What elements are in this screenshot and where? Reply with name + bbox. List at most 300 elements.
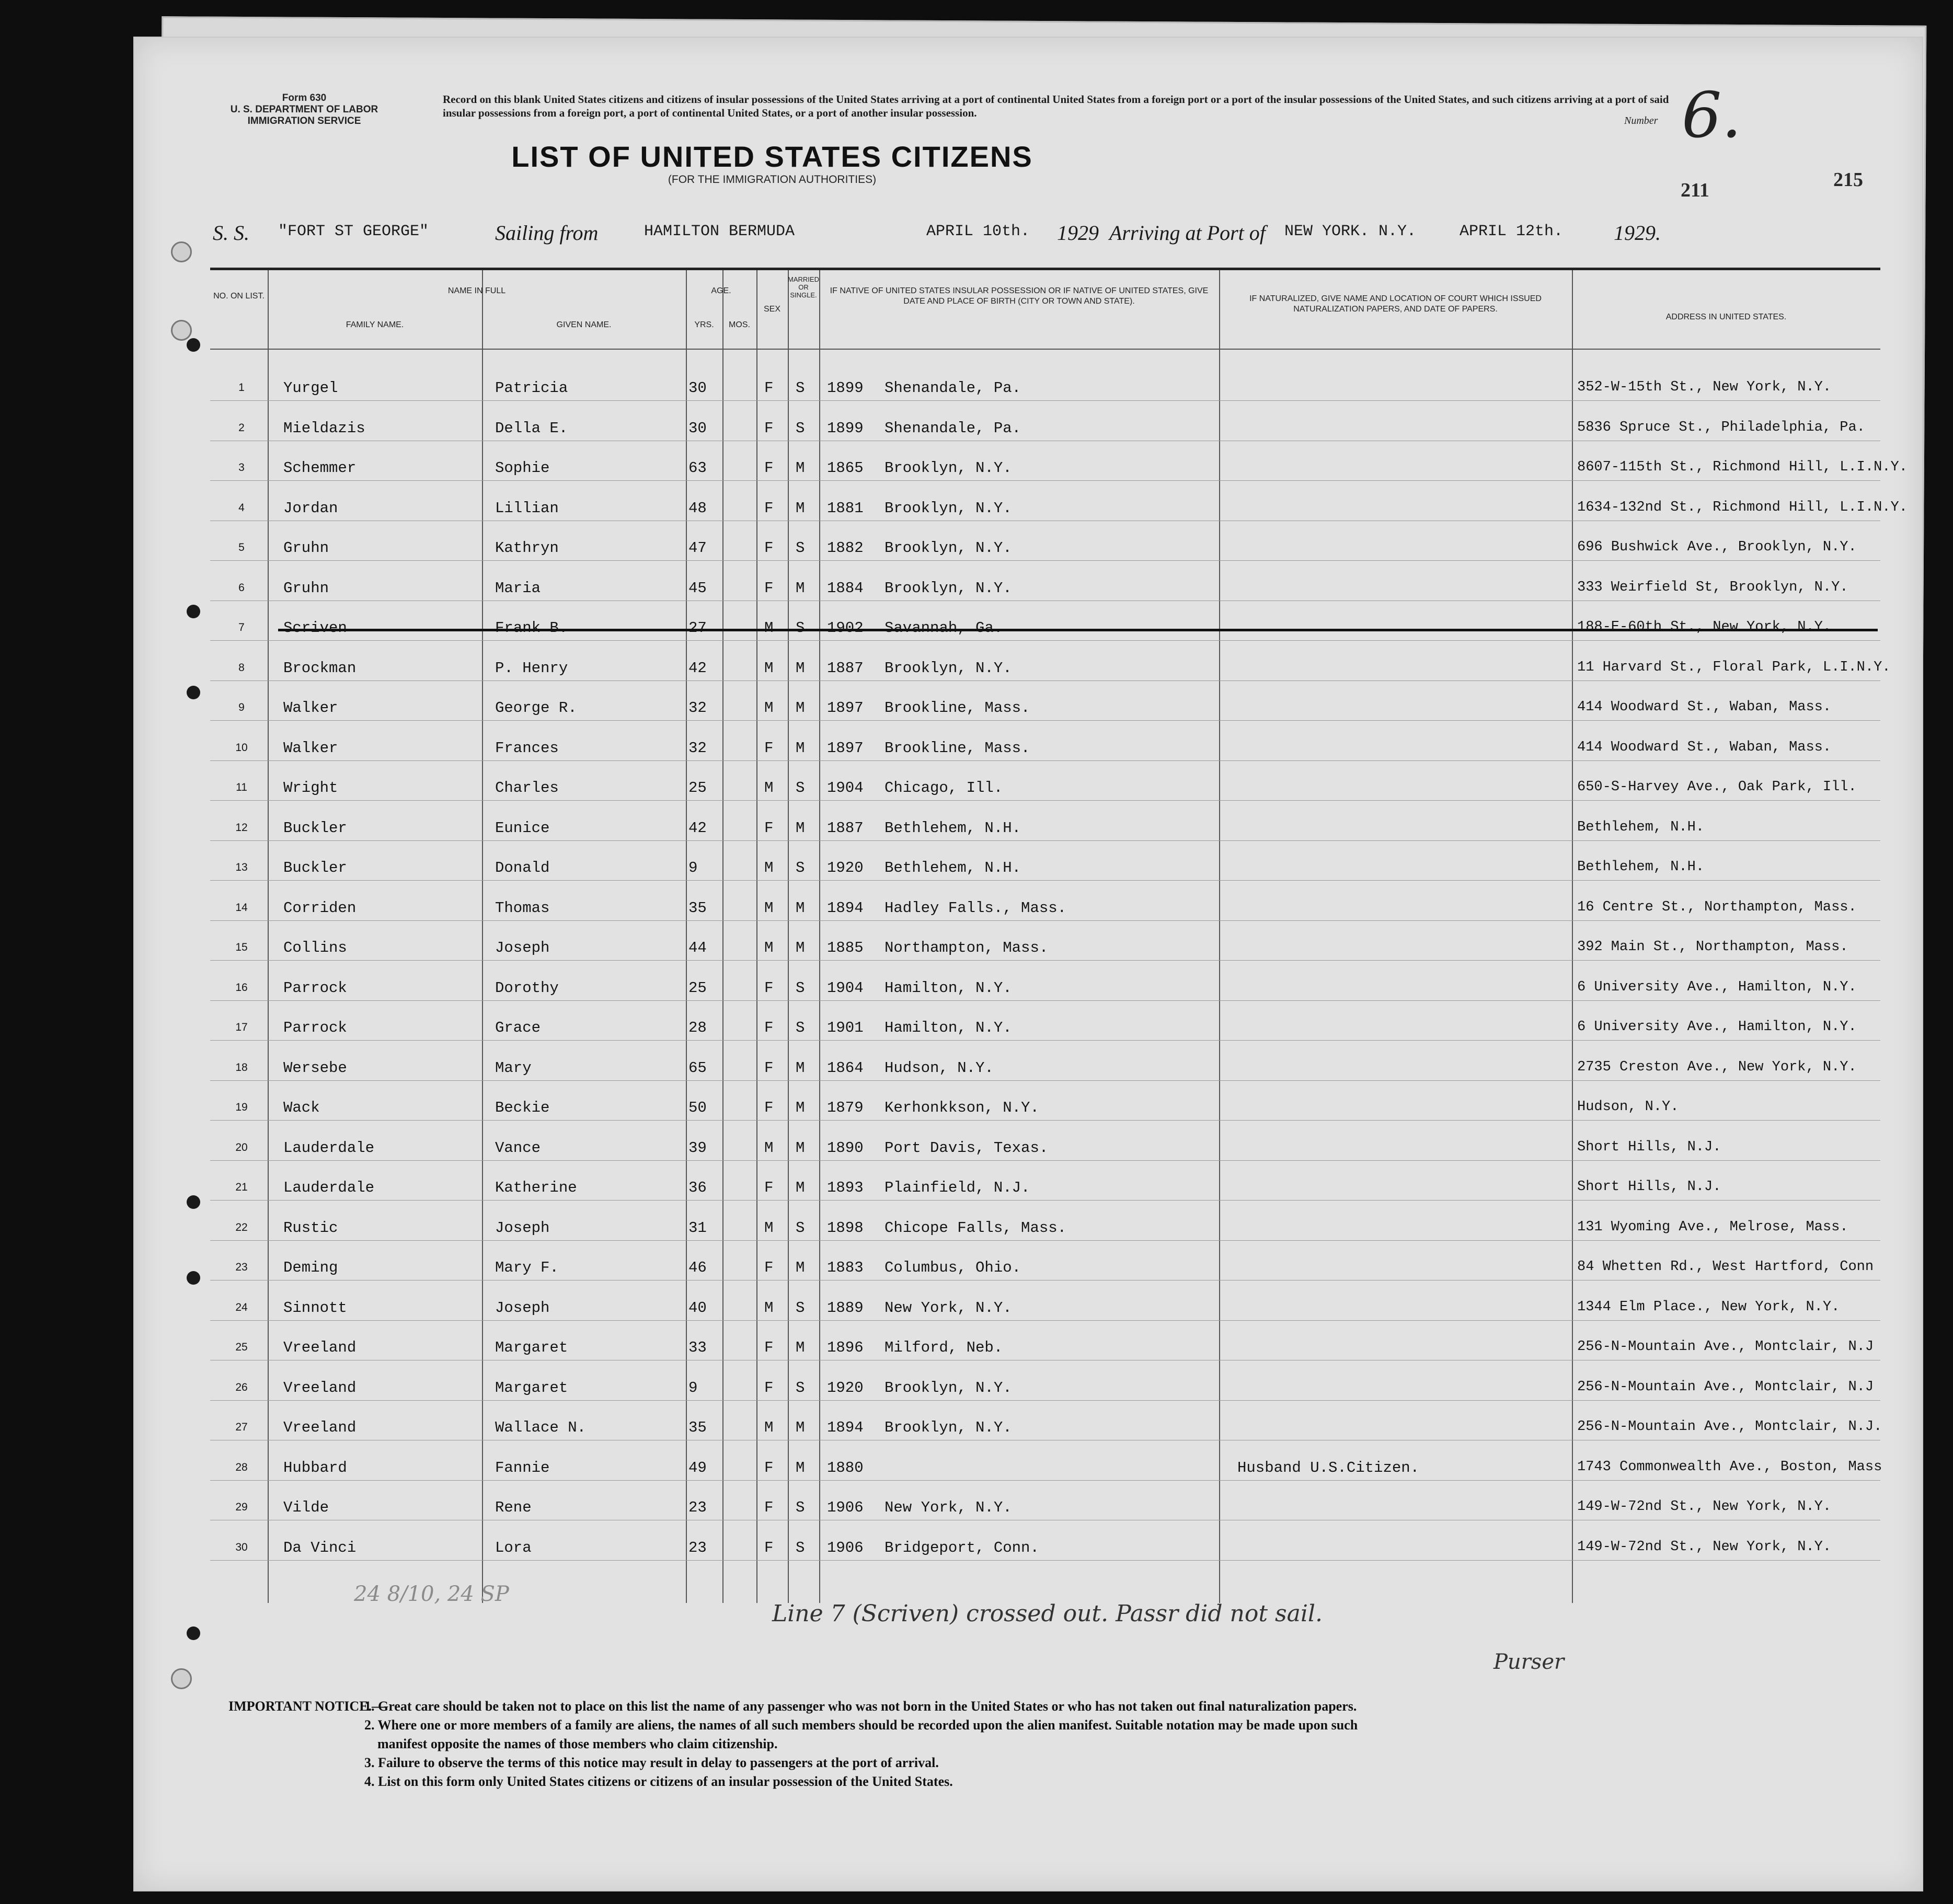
marital-status: S (796, 859, 805, 876)
page-number: 215 (1833, 169, 1863, 191)
header-no: NO. ON LIST. (213, 292, 265, 301)
marital-status: S (796, 779, 805, 797)
column-divider (482, 270, 483, 1603)
age-years: 32 (688, 739, 707, 757)
given-name: Charles (495, 779, 559, 797)
birth-year: 1883 (827, 1259, 864, 1276)
age-years: 32 (688, 699, 707, 717)
age-years: 27 (688, 619, 707, 637)
list-number: 6. (1682, 79, 1742, 152)
age-years: 40 (688, 1299, 707, 1317)
form-identifier (213, 93, 396, 127)
form-number: Form 630 (282, 93, 327, 103)
row-number: 5 (238, 541, 245, 553)
sex: F (764, 1539, 774, 1556)
birth-year: 1864 (827, 1059, 864, 1077)
family-name: Brockman (283, 659, 357, 677)
birth-year: 1906 (827, 1539, 864, 1556)
punch-hole (187, 1626, 200, 1640)
age-years: 36 (688, 1179, 707, 1196)
age-years: 39 (688, 1139, 707, 1157)
sex: F (764, 419, 774, 437)
sex: F (764, 499, 774, 517)
birth-year: 1898 (827, 1219, 864, 1237)
marital-status: S (796, 1019, 805, 1036)
given-name: Katherine (495, 1179, 577, 1196)
address: 256-N-Mountain Ave., Montclair, N.J. (1577, 1419, 1882, 1435)
row-rule (210, 1560, 1880, 1561)
family-name: Vilde (283, 1499, 329, 1516)
row-number: 22 (235, 1221, 248, 1233)
punch-hole (187, 605, 200, 618)
row-rule (210, 880, 1880, 881)
address: Hudson, N.Y. (1577, 1099, 1679, 1115)
family-name: Vreeland (283, 1379, 357, 1397)
marital-status: S (796, 1539, 805, 1556)
row-rule (210, 1400, 1880, 1401)
sex: F (764, 379, 774, 397)
given-name: Kathryn (495, 539, 559, 557)
address: 414 Woodward St., Waban, Mass. (1577, 739, 1832, 755)
address: 149-W-72nd St., New York, N.Y. (1577, 1539, 1832, 1555)
birth-year: 1899 (827, 379, 864, 397)
birth-place: Columbus, Ohio. (884, 1259, 1021, 1276)
family-name: Da Vinci (283, 1539, 357, 1556)
row-number: 23 (235, 1261, 248, 1273)
birth-year: 1897 (827, 699, 864, 717)
header-birth: IF NATIVE OF UNITED STATES INSULAR POSSESSION OR IF NATIVE OF UNITED STATES, GIVE DATE AND PLACE OF BIRTH (CITY OR TOWN AND STATE). (830, 286, 1209, 306)
header-name-in-full: NAME IN FULL (447, 286, 506, 295)
sex: M (764, 1139, 774, 1157)
address: 256-N-Mountain Ave., Montclair, N.J (1577, 1379, 1874, 1395)
birth-year: 1890 (827, 1139, 864, 1157)
age-years: 47 (688, 539, 707, 557)
notice-item: manifest opposite the names of those members who claim citizenship. (377, 1736, 778, 1751)
row-rule (210, 560, 1880, 561)
sex: F (764, 459, 774, 477)
sex: M (764, 1419, 774, 1436)
given-name: Dorothy (495, 979, 559, 997)
voyage-line (213, 221, 1886, 257)
family-name: Walker (283, 739, 338, 757)
header-married: MARRIED OR SINGLE. (788, 275, 819, 299)
age-years: 63 (688, 459, 707, 477)
birth-place: Hamilton, N.Y. (884, 1019, 1012, 1036)
birth-place: Brookline, Mass. (884, 699, 1030, 717)
birth-year: 1902 (827, 619, 864, 637)
notice-item: 1. Great care should be taken not to place on this list the name of any passenger who was not born in the United States or who has not taken out final naturalization papers. (364, 1699, 1357, 1714)
given-name: Beckie (495, 1099, 550, 1116)
family-name: Parrock (283, 979, 347, 997)
marital-status: S (796, 419, 805, 437)
marital-status: S (796, 979, 805, 997)
sex: F (764, 819, 774, 837)
departure-date: APRIL 10th. (926, 223, 1030, 240)
family-name: Parrock (283, 1019, 347, 1036)
given-name: Margaret (495, 1339, 568, 1356)
address: Bethlehem, N.H. (1577, 859, 1705, 875)
address: 5836 Spruce St., Philadelphia, Pa. (1577, 419, 1865, 435)
address: 149-W-72nd St., New York, N.Y. (1577, 1499, 1832, 1515)
marital-status: M (796, 1259, 805, 1276)
row-number: 18 (235, 1061, 248, 1074)
birth-year: 1897 (827, 739, 864, 757)
birth-year: 1894 (827, 899, 864, 917)
crossed-out-note: Line 7 (Scriven) crossed out. Passr did not sail. (772, 1600, 1323, 1627)
birth-year: 1904 (827, 779, 864, 797)
age-years: 25 (688, 979, 707, 997)
birth-place: Hudson, N.Y. (884, 1059, 994, 1077)
column-divider (1572, 270, 1573, 1603)
arrival-date: APRIL 12th. (1460, 223, 1564, 240)
given-name: Rene (495, 1499, 532, 1516)
marital-status: M (796, 579, 805, 597)
sex: F (764, 1379, 774, 1397)
row-rule (210, 480, 1880, 481)
row-number: 2 (238, 421, 245, 434)
age-years: 30 (688, 379, 707, 397)
sex: F (764, 1179, 774, 1196)
family-name: Buckler (283, 859, 347, 876)
birth-place: Brookline, Mass. (884, 739, 1030, 757)
birth-place: Chicope Falls, Mass. (884, 1219, 1067, 1237)
form-department: U. S. DEPARTMENT OF LABOR (230, 104, 378, 115)
birth-place: Savannah, Ga. (884, 619, 1003, 637)
row-number: 17 (235, 1021, 248, 1033)
sex: F (764, 1019, 774, 1036)
marital-status: S (796, 1499, 805, 1516)
header-family-name: FAMILY NAME. (346, 320, 404, 329)
birth-year: 1893 (827, 1179, 864, 1196)
address: 84 Whetten Rd., West Hartford, Conn (1577, 1259, 1874, 1275)
ship-name: "FORT ST GEORGE" (278, 223, 429, 240)
age-years: 31 (688, 1219, 707, 1237)
birth-year: 1885 (827, 939, 864, 956)
age-years: 46 (688, 1259, 707, 1276)
row-rule (210, 960, 1880, 961)
age-years: 35 (688, 899, 707, 917)
marital-status: M (796, 939, 805, 956)
row-number: 28 (235, 1461, 248, 1473)
row-number: 29 (235, 1501, 248, 1513)
birth-place: Shenandale, Pa. (884, 419, 1021, 437)
sex: F (764, 539, 774, 557)
age-years: 65 (688, 1059, 707, 1077)
row-number: 8 (238, 661, 245, 674)
punch-hole (187, 1271, 200, 1285)
notice-item: 4. List on this form only United States citizens or citizens of an insular possession of the United States. (364, 1774, 953, 1789)
age-years: 25 (688, 779, 707, 797)
row-number: 24 (235, 1301, 248, 1313)
birth-year: 1904 (827, 979, 864, 997)
given-name: Donald (495, 859, 550, 876)
column-divider (1219, 270, 1220, 1603)
birth-place: Bethlehem, N.H. (884, 819, 1021, 837)
birth-year: 1896 (827, 1339, 864, 1356)
departure-port: HAMILTON BERMUDA (644, 223, 795, 240)
given-name: Grace (495, 1019, 541, 1036)
column-divider (788, 270, 789, 1603)
naturalization: Husband U.S.Citizen. (1237, 1459, 1420, 1476)
address: 414 Woodward St., Waban, Mass. (1577, 699, 1832, 715)
column-divider (722, 270, 723, 1603)
notice-heading: IMPORTANT NOTICE.— (228, 1699, 386, 1714)
row-number: 6 (238, 581, 245, 594)
address: 1634-132nd St., Richmond Hill, L.I.N.Y. (1577, 499, 1908, 515)
row-rule (210, 840, 1880, 841)
binder-hole (171, 320, 192, 341)
marital-status: M (796, 899, 805, 917)
row-number: 14 (235, 901, 248, 914)
departure-year: 1929 (1057, 221, 1099, 245)
row-rule (210, 1120, 1880, 1121)
punch-hole (187, 686, 200, 699)
family-name: Deming (283, 1259, 338, 1276)
row-rule (210, 640, 1880, 641)
column-divider (686, 270, 687, 1603)
age-years: 9 (688, 1379, 698, 1397)
given-name: Joseph (495, 1219, 550, 1237)
marital-status: S (796, 379, 805, 397)
birth-place: Bethlehem, N.H. (884, 859, 1021, 876)
pencil-tally: 24 8/10, 24 SP (354, 1582, 509, 1606)
birth-place: Brooklyn, N.Y. (884, 1419, 1012, 1436)
address: Short Hills, N.J. (1577, 1179, 1721, 1195)
row-number: 9 (238, 701, 245, 713)
row-number: 21 (235, 1181, 248, 1193)
row-number: 12 (235, 821, 248, 834)
given-name: Mary (495, 1059, 532, 1077)
birth-place: Brooklyn, N.Y. (884, 499, 1012, 517)
marital-status: M (796, 499, 805, 517)
marital-status: M (796, 739, 805, 757)
purser-signature: Purser (1494, 1650, 1565, 1674)
birth-place: Hadley Falls., Mass. (884, 899, 1067, 917)
family-name: Hubbard (283, 1459, 347, 1476)
header-yrs: YRS. (694, 320, 714, 329)
age-years: 23 (688, 1499, 707, 1516)
birth-year: 1901 (827, 1019, 864, 1036)
age-years: 49 (688, 1459, 707, 1476)
address: 11 Harvard St., Floral Park, L.I.N.Y. (1577, 659, 1891, 675)
sex: F (764, 739, 774, 757)
birth-year: 1887 (827, 819, 864, 837)
age-years: 30 (688, 419, 707, 437)
family-name: Vreeland (283, 1419, 357, 1436)
birth-year: 1906 (827, 1499, 864, 1516)
row-rule (210, 1080, 1880, 1081)
sex: F (764, 1099, 774, 1116)
family-name: Gruhn (283, 539, 329, 557)
address: 2735 Creston Ave., New York, N.Y. (1577, 1059, 1857, 1075)
marital-status: M (796, 819, 805, 837)
family-name: Jordan (283, 499, 338, 517)
binder-hole (171, 241, 192, 262)
marital-status: S (796, 539, 805, 557)
sex: M (764, 939, 774, 956)
row-number: 11 (236, 781, 247, 793)
given-name: Lillian (495, 499, 559, 517)
row-rule (210, 920, 1880, 921)
address: Short Hills, N.J. (1577, 1139, 1721, 1155)
header-address: ADDRESS IN UNITED STATES. (1665, 313, 1787, 321)
address: 696 Bushwick Ave., Brooklyn, N.Y. (1577, 539, 1857, 555)
marital-status: M (796, 699, 805, 717)
birth-place: New York, N.Y. (884, 1299, 1012, 1317)
number-label: Number (1624, 115, 1658, 126)
row-number: 30 (235, 1541, 248, 1553)
marital-status: M (796, 1139, 805, 1157)
address: 1743 Commonwealth Ave., Boston, Mass (1577, 1459, 1882, 1475)
age-years: 50 (688, 1099, 707, 1116)
age-years: 23 (688, 1539, 707, 1556)
given-name: Thomas (495, 899, 550, 917)
header-naturalized: IF NATURALIZED, GIVE NAME AND LOCATION OF COURT WHICH ISSUED NATURALIZATION PAPERS, AND DATE OF PAPERS. (1249, 294, 1542, 314)
sex: M (764, 1219, 774, 1237)
birth-year: 1887 (827, 659, 864, 677)
header-divider (210, 349, 1880, 350)
row-number: 4 (238, 501, 245, 514)
punch-hole (187, 1195, 200, 1209)
page-number: 211 (1681, 179, 1709, 201)
age-years: 28 (688, 1019, 707, 1036)
sex: M (764, 899, 774, 917)
row-rule (210, 1200, 1880, 1201)
given-name: Maria (495, 579, 541, 597)
birth-place: Brooklyn, N.Y. (884, 539, 1012, 557)
birth-place: Plainfield, N.J. (884, 1179, 1030, 1196)
row-number: 16 (235, 981, 248, 994)
given-name: Patricia (495, 379, 568, 397)
marital-status: S (796, 1379, 805, 1397)
given-name: Joseph (495, 1299, 550, 1317)
age-years: 44 (688, 939, 707, 956)
birth-place: Shenandale, Pa. (884, 379, 1021, 397)
family-name: Wright (283, 779, 338, 797)
row-rule (210, 760, 1880, 761)
header-mos: MOS. (729, 320, 750, 329)
row-rule (210, 680, 1880, 681)
address: Bethlehem, N.H. (1577, 819, 1705, 835)
address: 188-E-60th St., New York, N.Y. (1577, 619, 1832, 635)
birth-place: Kerhonkkson, N.Y. (884, 1099, 1039, 1116)
birth-place: Port Davis, Texas. (884, 1139, 1049, 1157)
birth-year: 1884 (827, 579, 864, 597)
birth-place: Brooklyn, N.Y. (884, 1379, 1012, 1397)
row-number: 19 (235, 1101, 248, 1113)
birth-place: Northampton, Mass. (884, 939, 1049, 956)
row-number: 1 (238, 382, 245, 394)
strike-through-line (278, 629, 1878, 631)
marital-status: S (796, 1299, 805, 1317)
given-name: Eunice (495, 819, 550, 837)
marital-status: M (796, 459, 805, 477)
address: 333 Weirfield St, Brooklyn, N.Y. (1577, 579, 1848, 595)
arrival-port: NEW YORK. N.Y. (1284, 223, 1417, 240)
age-years: 42 (688, 659, 707, 677)
sex: F (764, 1339, 774, 1356)
sex: M (764, 779, 774, 797)
birth-place: New York, N.Y. (884, 1499, 1012, 1516)
manifest-page (133, 37, 1923, 1891)
sex: M (764, 619, 774, 637)
row-number: 15 (235, 941, 248, 953)
birth-year: 1865 (827, 459, 864, 477)
family-name: Mieldazis (283, 419, 365, 437)
punch-hole (187, 338, 200, 352)
column-divider (819, 270, 820, 1603)
marital-status: S (796, 619, 805, 637)
family-name: Corriden (283, 899, 357, 917)
family-name: Vreeland (283, 1339, 357, 1356)
birth-year: 1889 (827, 1299, 864, 1317)
family-name: Lauderdale (283, 1139, 375, 1157)
header-sex: SEX (763, 305, 780, 314)
sex: M (764, 699, 774, 717)
given-name: Wallace N. (495, 1419, 587, 1436)
given-name: Margaret (495, 1379, 568, 1397)
birth-year: 1920 (827, 1379, 864, 1397)
row-number: 3 (238, 461, 245, 474)
given-name: Vance (495, 1139, 541, 1157)
row-rule (210, 1160, 1880, 1161)
sex: F (764, 979, 774, 997)
sex: F (764, 1499, 774, 1516)
row-number: 27 (235, 1421, 248, 1433)
column-divider (268, 270, 269, 1603)
birth-year: 1881 (827, 499, 864, 517)
address: 8607-115th St., Richmond Hill, L.I.N.Y. (1577, 459, 1908, 475)
row-rule (210, 800, 1880, 801)
address: 6 University Ave., Hamilton, N.Y. (1577, 979, 1857, 995)
age-years: 48 (688, 499, 707, 517)
marital-status: M (796, 1059, 805, 1077)
birth-place: Brooklyn, N.Y. (884, 459, 1012, 477)
marital-status: M (796, 1099, 805, 1116)
sex: M (764, 1299, 774, 1317)
row-rule (210, 1320, 1880, 1321)
birth-place: Chicago, Ill. (884, 779, 1003, 797)
address: 16 Centre St., Northampton, Mass. (1577, 899, 1857, 915)
age-years: 33 (688, 1339, 707, 1356)
family-name: Yurgel (283, 379, 338, 397)
row-rule (210, 1040, 1880, 1041)
address: 131 Wyoming Ave., Melrose, Mass. (1577, 1219, 1848, 1235)
address: 352-W-15th St., New York, N.Y. (1577, 379, 1832, 395)
row-rule (210, 400, 1880, 401)
page-title: LIST OF UNITED STATES CITIZENS (511, 140, 1033, 173)
given-name: Fannie (495, 1459, 550, 1476)
address: 6 University Ave., Hamilton, N.Y. (1577, 1019, 1857, 1035)
address: 256-N-Mountain Ave., Montclair, N.J (1577, 1339, 1874, 1355)
birth-place: Hamilton, N.Y. (884, 979, 1012, 997)
marital-status: M (796, 1459, 805, 1476)
address: 392 Main St., Northampton, Mass. (1577, 939, 1848, 955)
sex: F (764, 1059, 774, 1077)
age-years: 42 (688, 819, 707, 837)
given-name: Della E. (495, 419, 568, 437)
marital-status: M (796, 1339, 805, 1356)
row-rule (210, 1480, 1880, 1481)
given-name: Frank B. (495, 619, 568, 637)
family-name: Wersebe (283, 1059, 347, 1077)
family-name: Gruhn (283, 579, 329, 597)
family-name: Buckler (283, 819, 347, 837)
notice-item: 3. Failure to observe the terms of this notice may result in delay to passengers at the port of arrival. (364, 1755, 939, 1770)
birth-place: Brooklyn, N.Y. (884, 579, 1012, 597)
sex: F (764, 1459, 774, 1476)
birth-year: 1882 (827, 539, 864, 557)
